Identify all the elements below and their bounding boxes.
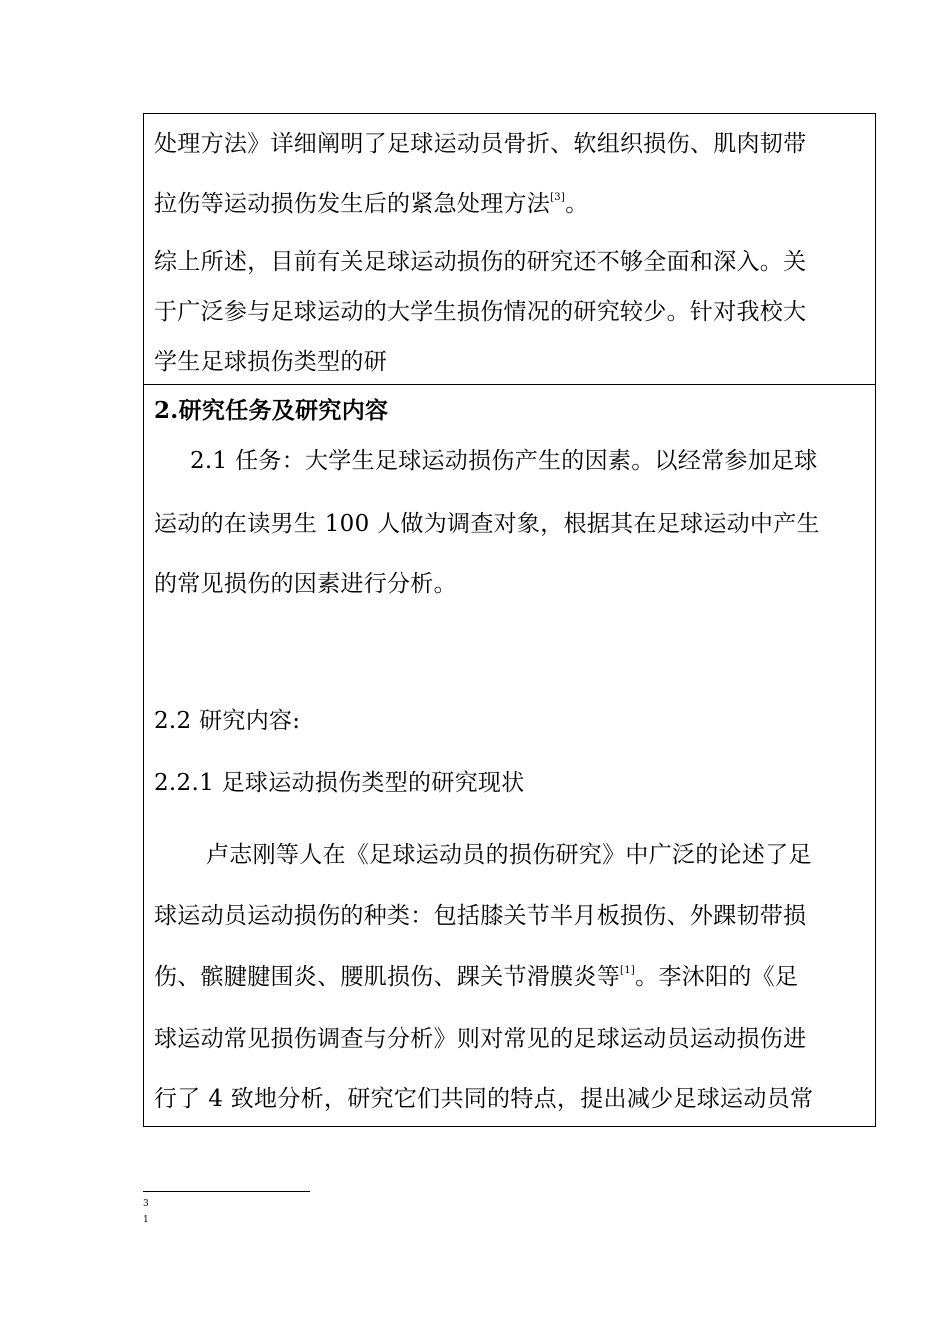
text-line: 运动的在读男生 100 人做为调查对象，根据其在足球运动中产生 [154,511,820,537]
text-line: 卢志刚等人在《足球运动员的损伤研究》中广泛的论述了足 [206,842,812,868]
text-span: 。 [565,191,589,217]
text-line: 球运动员运动损伤的种类：包括膝关节半月板损伤、外踝韧带损 [154,903,807,929]
section-heading: 2.研究任务及研究内容 [154,397,389,424]
text-line: 的常见损伤的因素进行分析。 [154,571,457,597]
text-span: 伤、髌腱腱围炎、腰肌损伤、踝关节滑膜炎等 [154,964,620,990]
footnote-marker: 3 [143,1199,149,1209]
footnote-marker: 1 [143,1215,149,1225]
text-line: 学生足球损伤类型的研 [154,349,387,375]
table-cell-background [143,113,876,385]
subsection-heading: 2.2 研究内容: [154,708,301,734]
text-line: 处理方法》详细阐明了足球运动员骨折、软组织损伤、肌肉韧带 [154,131,807,157]
text-span: 。李沐阳的《足 [635,964,799,990]
text-line: 2.1 任务：大学生足球运动损伤产生的因素。以经常参加足球 [190,448,818,474]
text-line: 于广泛参与足球运动的大学生损伤情况的研究较少。针对我校大 [154,299,807,325]
table-cell-tasks [143,384,876,1127]
text-line: 球运动常见损伤调查与分析》则对常见的足球运动员运动损伤进 [154,1026,807,1052]
footnote-separator [143,1191,310,1192]
text-line: 综上所述，目前有关足球运动损伤的研究还不够全面和深入。关 [154,249,807,275]
text-span: 拉伤等运动损伤发生后的紧急处理方法 [154,191,551,217]
citation-ref[interactable]: [1] [620,965,636,976]
citation-ref[interactable]: [3] [550,192,566,203]
text-line [154,190,589,218]
text-line [154,963,798,991]
subsection-heading: 2.2.1 足球运动损伤类型的研究现状 [154,770,525,796]
text-line: 行了 4 致地分析，研究它们共同的特点，提出减少足球运动员常 [154,1086,814,1112]
